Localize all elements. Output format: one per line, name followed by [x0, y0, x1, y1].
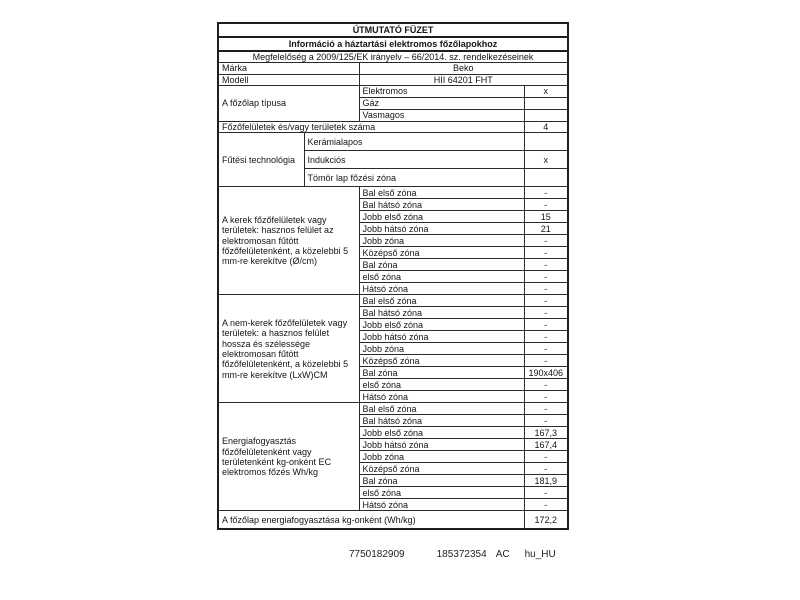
- zone-label: Jobb első zóna: [359, 319, 524, 331]
- model-label: Modell: [218, 74, 359, 85]
- heating-tech-option-label: Indukciós: [304, 151, 524, 169]
- hob-type-option-mark: [524, 110, 568, 122]
- zone-value: -: [524, 307, 568, 319]
- heating-tech-option-mark: [524, 169, 568, 187]
- zone-label: első zóna: [359, 487, 524, 499]
- zone-value: -: [524, 187, 568, 199]
- zone-value: -: [524, 403, 568, 415]
- table-row: [218, 187, 568, 199]
- zone-label: Bal zóna: [359, 475, 524, 487]
- heating-tech-option-mark: [524, 133, 568, 151]
- zone-label: Hátsó zóna: [359, 283, 524, 295]
- model-value: HII 64201 FHT: [359, 74, 568, 85]
- footer-revision: AC: [495, 549, 510, 560]
- zone-label: Jobb hátsó zóna: [359, 223, 524, 235]
- zone-label: első zóna: [359, 271, 524, 283]
- table-row: [218, 295, 568, 307]
- hob-type-label: A főzőlap típusa: [218, 86, 359, 122]
- table-row: [218, 403, 568, 415]
- zone-value: -: [524, 247, 568, 259]
- footer-language-code: hu_HU: [524, 549, 556, 560]
- zone-label: Bal zóna: [359, 367, 524, 379]
- zone-label: Bal első zóna: [359, 187, 524, 199]
- zone-label: Jobb hátsó zóna: [359, 439, 524, 451]
- zone-value: -: [524, 235, 568, 247]
- zones-count-value: 4: [524, 122, 568, 133]
- zone-label: Bal hátsó zóna: [359, 307, 524, 319]
- zone-value: -: [524, 319, 568, 331]
- zone-value: -: [524, 463, 568, 475]
- product-fiche-table: [217, 22, 569, 530]
- heating-tech-option-mark: x: [524, 151, 568, 169]
- hob-type-option-label: Elektromos: [359, 86, 524, 98]
- hob-type-option-label: Gáz: [359, 98, 524, 110]
- zone-label: Bal hátsó zóna: [359, 415, 524, 427]
- zone-value: 190x406: [524, 367, 568, 379]
- zone-label: Jobb zóna: [359, 235, 524, 247]
- brand-label: Márka: [218, 63, 359, 74]
- zone-label: Jobb hátsó zóna: [359, 331, 524, 343]
- zone-label: első zóna: [359, 379, 524, 391]
- zone-label: Középső zóna: [359, 247, 524, 259]
- zone-label: Bal zóna: [359, 259, 524, 271]
- zone-value: -: [524, 379, 568, 391]
- zone-value: -: [524, 415, 568, 427]
- zone-label: Jobb első zóna: [359, 427, 524, 439]
- zone-value: -: [524, 355, 568, 367]
- section-label: A nem-kerek főzőfelületek vagy területek: a hasznos felület hossza és szélessége elektromosan fűtött főzőfelületenként, a közelebbi 5 mm-re kerekítve (LxW)CM: [218, 295, 359, 403]
- zone-value: -: [524, 271, 568, 283]
- heating-tech-label: Fűtési technológia: [218, 133, 304, 187]
- section-label: Energiafogyasztás főzőfelületenként vagy területenként kg-onként EC elektromos főzés Wh/kg: [218, 403, 359, 511]
- zone-value: -: [524, 199, 568, 211]
- zone-value: 21: [524, 223, 568, 235]
- zone-value: 167,4: [524, 439, 568, 451]
- zone-label: Jobb zóna: [359, 451, 524, 463]
- zone-value: -: [524, 499, 568, 511]
- hob-type-option-mark: [524, 98, 568, 110]
- zone-value: -: [524, 295, 568, 307]
- zone-value: 15: [524, 211, 568, 223]
- zone-value: -: [524, 343, 568, 355]
- zone-label: Jobb zóna: [359, 343, 524, 355]
- zone-label: Jobb első zóna: [359, 211, 524, 223]
- footer-part-number: 185372354: [436, 549, 487, 560]
- doc-subtitle: Információ a háztartási elektromos főzőlapokhoz: [218, 37, 568, 51]
- doc-title: ÚTMUTATÓ FÜZET: [218, 23, 568, 37]
- section-label: A kerek főzőfelületek vagy területek: hasznos felület az elektromosan fűtött főzőfelületenként, a közelebbi 5 mm-re kerekítve (Ø/cm): [218, 187, 359, 295]
- heating-tech-option-label: Kerámialapos: [304, 133, 524, 151]
- zone-value: -: [524, 487, 568, 499]
- heating-tech-option-label: Tömör lap főzési zóna: [304, 169, 524, 187]
- zone-value: 181,9: [524, 475, 568, 487]
- zone-value: -: [524, 283, 568, 295]
- zone-label: Középső zóna: [359, 463, 524, 475]
- total-consumption-value: 172,2: [524, 511, 568, 530]
- zone-label: Középső zóna: [359, 355, 524, 367]
- zone-label: Bal első zóna: [359, 403, 524, 415]
- zone-value: -: [524, 259, 568, 271]
- footer-doc-number: 7750182909: [349, 549, 405, 560]
- zones-count-label: Főzőfelületek és/vagy területek száma: [218, 122, 524, 133]
- compliance-note: Megfelelőség a 2009/125/EK irányelv – 66/2014. sz. rendelkezéseinek: [218, 51, 568, 63]
- zone-value: -: [524, 451, 568, 463]
- zone-label: Hátsó zóna: [359, 391, 524, 403]
- zone-value: 167,3: [524, 427, 568, 439]
- footer-codes: [349, 549, 556, 560]
- zone-label: Bal első zóna: [359, 295, 524, 307]
- total-consumption-label: A főzőlap energiafogyasztása kg-onként (Wh/kg): [218, 511, 524, 530]
- zone-value: -: [524, 331, 568, 343]
- zone-value: -: [524, 391, 568, 403]
- hob-type-option-mark: x: [524, 86, 568, 98]
- brand-value: Beko: [359, 63, 568, 74]
- hob-type-option-label: Vasmagos: [359, 110, 524, 122]
- zone-label: Hátsó zóna: [359, 499, 524, 511]
- zone-label: Bal hátsó zóna: [359, 199, 524, 211]
